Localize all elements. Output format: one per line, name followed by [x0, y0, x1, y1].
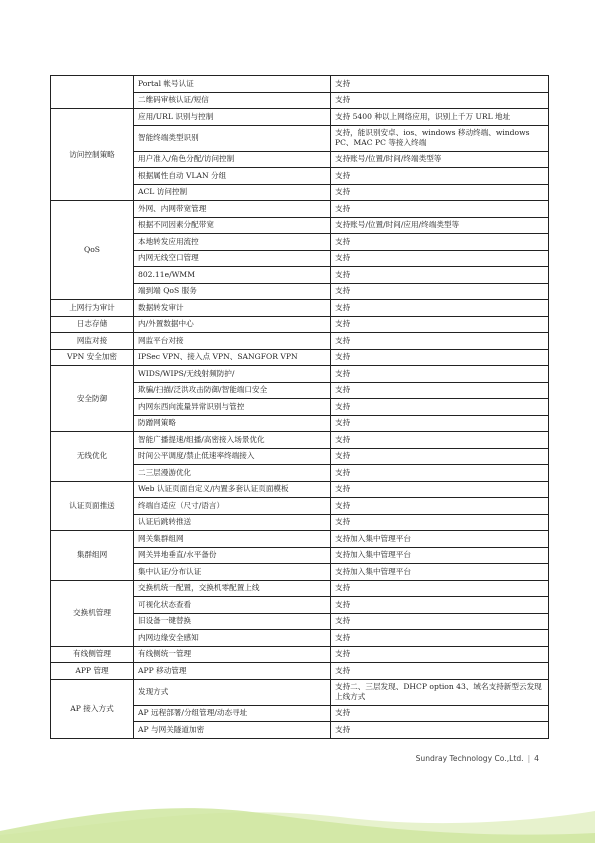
feature-cell: 二维码审核认证/短信: [134, 92, 331, 109]
category-cell: VPN 安全加密: [51, 349, 134, 366]
feature-cell: 旧设备一键替换: [134, 613, 331, 630]
table-row: [51, 76, 549, 93]
feature-cell: AP 与网关隧道加密: [134, 722, 331, 739]
value-cell: 支持: [331, 234, 549, 251]
category-cell: 有线侧管理: [51, 646, 134, 663]
value-cell: 支持加入集中管理平台: [331, 531, 549, 548]
category-cell: 无线优化: [51, 432, 134, 482]
feature-cell: 根据不同因素分配带宽: [134, 217, 331, 234]
value-cell: 支持: [331, 630, 549, 647]
value-cell: 支持: [331, 514, 549, 531]
table-row: [51, 316, 549, 333]
feature-cell: 防蹭网策略: [134, 415, 331, 432]
feature-cell: 用户准入/角色分配/访问控制: [134, 151, 331, 168]
feature-cell: Web 认证页面自定义/内置多套认证页面模板: [134, 481, 331, 498]
feature-cell: 端到端 QoS 服务: [134, 283, 331, 300]
value-cell: 支持账号/位置/时间/应用/终端类型等: [331, 217, 549, 234]
table-row: [51, 679, 549, 705]
feature-cell: 集中认证/分布认证: [134, 564, 331, 581]
table-row: [51, 349, 549, 366]
feature-cell: 网关集群组网: [134, 531, 331, 548]
category-cell: QoS: [51, 201, 134, 300]
feature-cell: APP 移动管理: [134, 663, 331, 680]
feature-cell: 智能终端类型识别: [134, 125, 331, 151]
value-cell: 支持加入集中管理平台: [331, 564, 549, 581]
value-cell: 支持: [331, 300, 549, 317]
feature-cell: Portal 帐号认证: [134, 76, 331, 93]
feature-cell: IPSec VPN、接入点 VPN、SANGFOR VPN: [134, 349, 331, 366]
table-row: [51, 300, 549, 317]
feature-cell: 802.11e/WMM: [134, 267, 331, 284]
value-cell: 支持账号/位置/时间/终端类型等: [331, 151, 549, 168]
feature-cell: ACL 访问控制: [134, 184, 331, 201]
feature-cell: 可视化状态查看: [134, 597, 331, 614]
value-cell: 支持: [331, 349, 549, 366]
category-cell: 交换机管理: [51, 580, 134, 646]
value-cell: 支持: [331, 333, 549, 350]
page-number: 4: [534, 754, 539, 763]
value-cell: 支持: [331, 663, 549, 680]
value-cell: 支持，能识别安卓、ios、windows 移动终端、windows PC、MAC PC 等接入终端: [331, 125, 549, 151]
category-cell: 上网行为审计: [51, 300, 134, 317]
feature-cell: 根据属性自动 VLAN 分组: [134, 168, 331, 185]
spec-table: [50, 75, 549, 739]
value-cell: 支持加入集中管理平台: [331, 547, 549, 564]
table-row: [51, 646, 549, 663]
feature-cell: 交换机统一配置，交换机零配置上线: [134, 580, 331, 597]
value-cell: 支持: [331, 366, 549, 383]
decorative-wave: [0, 773, 595, 843]
table-row: [51, 366, 549, 383]
feature-cell: 本地转发应用流控: [134, 234, 331, 251]
feature-cell: 内/外置数据中心: [134, 316, 331, 333]
table-row: [51, 531, 549, 548]
value-cell: 支持 5400 种以上网络应用，识别上千万 URL 地址: [331, 109, 549, 126]
feature-cell: 发现方式: [134, 679, 331, 705]
value-cell: 支持: [331, 448, 549, 465]
table-row: [51, 580, 549, 597]
table-row: [51, 432, 549, 449]
feature-cell: 外网、内网带宽管理: [134, 201, 331, 218]
category-cell: APP 管理: [51, 663, 134, 680]
value-cell: 支持: [331, 580, 549, 597]
value-cell: 支持: [331, 415, 549, 432]
feature-cell: 内网东西向流量异常识别与管控: [134, 399, 331, 416]
feature-cell: AP 远程部署/分组管理/动态寻址: [134, 705, 331, 722]
value-cell: 支持: [331, 316, 549, 333]
value-cell: 支持: [331, 76, 549, 93]
value-cell: 支持: [331, 92, 549, 109]
value-cell: 支持: [331, 267, 549, 284]
value-cell: 支持: [331, 646, 549, 663]
feature-cell: 内网边缘安全感知: [134, 630, 331, 647]
feature-cell: 内网无线空口管理: [134, 250, 331, 267]
value-cell: 支持二、三层发现、DHCP option 43、域名支持新型云发现上线方式: [331, 679, 549, 705]
footer-separator: |: [527, 754, 531, 763]
feature-cell: 数据转发审计: [134, 300, 331, 317]
value-cell: 支持: [331, 597, 549, 614]
feature-cell: 时间公平调度/禁止低速率终端接入: [134, 448, 331, 465]
value-cell: 支持: [331, 481, 549, 498]
value-cell: 支持: [331, 399, 549, 416]
feature-cell: 应用/URL 识别与控制: [134, 109, 331, 126]
category-cell: 安全防御: [51, 366, 134, 432]
table-row: [51, 109, 549, 126]
category-cell: 认证页面推送: [51, 481, 134, 531]
category-cell: 集群组网: [51, 531, 134, 581]
value-cell: 支持: [331, 184, 549, 201]
value-cell: 支持: [331, 432, 549, 449]
value-cell: 支持: [331, 283, 549, 300]
footer: [416, 754, 539, 763]
category-cell: 访问控制策略: [51, 109, 134, 201]
feature-cell: 网监平台对接: [134, 333, 331, 350]
feature-cell: 智能广播提速/组播/高密接入场景优化: [134, 432, 331, 449]
value-cell: 支持: [331, 201, 549, 218]
category-cell: 网监对接: [51, 333, 134, 350]
feature-cell: 有线侧统一管理: [134, 646, 331, 663]
value-cell: 支持: [331, 382, 549, 399]
value-cell: 支持: [331, 498, 549, 515]
value-cell: 支持: [331, 168, 549, 185]
table-row: [51, 201, 549, 218]
value-cell: 支持: [331, 465, 549, 482]
feature-cell: 网关异地垂直/水平备份: [134, 547, 331, 564]
table-row: [51, 333, 549, 350]
table-row: [51, 481, 549, 498]
category-cell: 日志存储: [51, 316, 134, 333]
category-cell: [51, 76, 134, 109]
footer-company: Sundray Technology Co.,Ltd.: [415, 754, 524, 763]
spec-table-body: [51, 76, 549, 739]
feature-cell: 欺骗/扫描/泛洪攻击防御/智能端口安全: [134, 382, 331, 399]
category-cell: AP 接入方式: [51, 679, 134, 738]
value-cell: 支持: [331, 705, 549, 722]
value-cell: 支持: [331, 722, 549, 739]
feature-cell: 终端自适应（尺寸/语言）: [134, 498, 331, 515]
table-row: [51, 663, 549, 680]
value-cell: 支持: [331, 613, 549, 630]
feature-cell: WIDS/WIPS/无线射频防护/: [134, 366, 331, 383]
feature-cell: 二三层漫游优化: [134, 465, 331, 482]
value-cell: 支持: [331, 250, 549, 267]
feature-cell: 认证后跳转推送: [134, 514, 331, 531]
